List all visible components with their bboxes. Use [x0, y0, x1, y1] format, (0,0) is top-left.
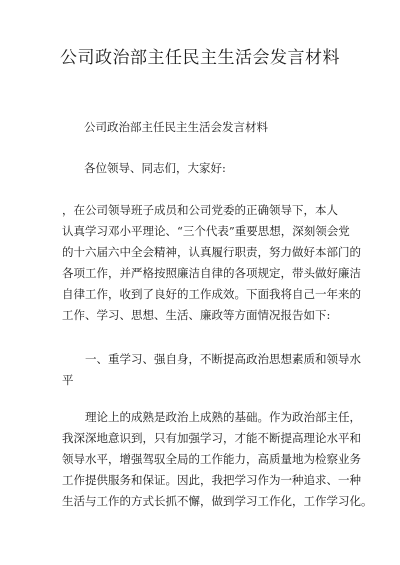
paragraph-intro [62, 200, 361, 326]
paragraph-line: 工作提供服务和保证。因此，我把学习作为一种追求、一种 [62, 473, 361, 487]
paragraph-line: ，在公司领导班子成员和公司党委的正确领导下，本人 [62, 203, 338, 217]
document-title: 公司政治部主任民主生活会发言材料 [60, 48, 340, 68]
paragraph-line: 领导水平，增强驾驭全局的工作能力，高质量地为检察业务 [62, 452, 361, 466]
paragraph-line: 工作、学习、思想、生活、廉政等方面情况报告如下: [62, 308, 331, 322]
paragraph-study [62, 407, 373, 512]
paragraph-line: 生活与工作的方式长抓不懈，做到学习工作化，工作学习化。 [62, 494, 373, 508]
paragraph-line: 的十六届六中全会精神，认真履行职责，努力做好本部门的 [62, 245, 361, 259]
heading-line: 一、重学习、强自身，不断提高政治思想素质和领导水 [62, 352, 361, 366]
document-subtitle: 公司政治部主任民主生活会发言材料 [84, 120, 268, 134]
greeting-line: 各位领导、同志们，大家好: [84, 161, 226, 175]
paragraph-line: 各项工作，并严格按照廉洁自律的各项规定，带头做好廉洁 [62, 266, 361, 280]
heading-line: 平 [62, 373, 74, 387]
section-heading [62, 349, 361, 391]
paragraph-line: 认真学习邓小平理论、“三个代表”重要思想，深刻领会党 [62, 224, 350, 238]
paragraph-line: 自律工作，收到了良好的工作成效。下面我将自己一年来的 [62, 287, 361, 301]
paragraph-line: 我深深地意识到，只有加强学习，才能不断提高理论水平和 [62, 431, 361, 445]
paragraph-line: 理论上的成熟是政治上成熟的基础。作为政治部主任， [62, 410, 361, 424]
